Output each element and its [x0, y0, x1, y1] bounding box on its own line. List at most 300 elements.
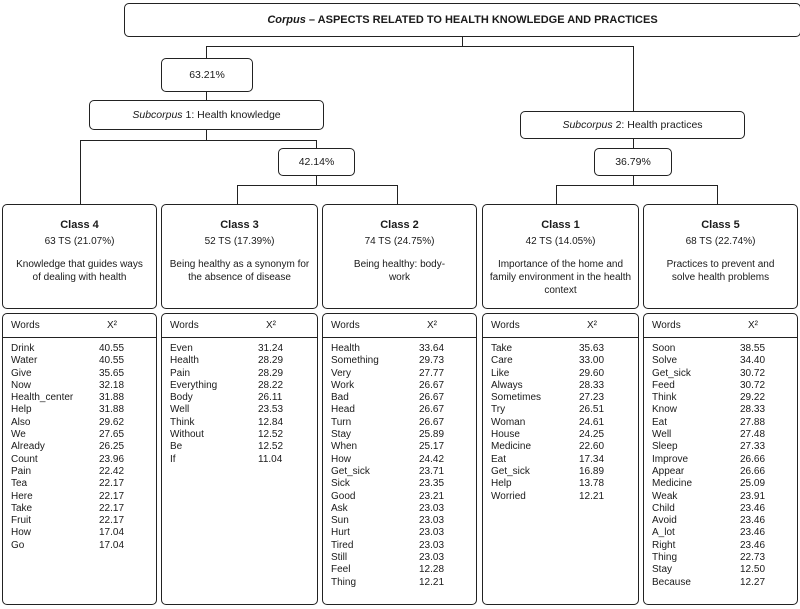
word: Ask: [331, 502, 348, 514]
table-row: [3, 527, 156, 539]
chi-square-value: 26.11: [258, 392, 283, 404]
word: Weak: [652, 490, 678, 502]
table-row: [3, 429, 156, 441]
word: Care: [491, 355, 513, 367]
table-row: [162, 429, 317, 441]
chi-square-value: 30.72: [740, 367, 766, 379]
connector: [206, 130, 207, 140]
chi-square-value: 40.55: [99, 355, 125, 367]
word: We: [11, 429, 26, 441]
chi-square-value: 12.50: [740, 564, 766, 576]
connector: [237, 185, 397, 186]
chi-square-value: 29.60: [579, 367, 605, 379]
chi-square-value: 12.21: [419, 576, 445, 588]
word: Know: [652, 404, 678, 416]
word: Like: [491, 367, 510, 379]
table-row: [483, 417, 638, 429]
class-description: Being healthy: body-work: [353, 259, 446, 283]
class-name: Class 1: [541, 219, 580, 231]
word: Head: [331, 404, 355, 416]
table-row: [644, 491, 797, 503]
word: Give: [11, 367, 32, 379]
chi-square-value: 26.67: [419, 392, 445, 404]
word: Already: [11, 441, 45, 453]
word: Feed: [652, 379, 675, 391]
word: Something: [331, 355, 379, 367]
word: Pain: [11, 465, 32, 477]
table-row: [3, 491, 156, 503]
word: Help: [491, 478, 512, 490]
word: Solve: [652, 355, 678, 367]
table-row: [162, 441, 317, 453]
connector: [633, 46, 634, 111]
word: Stay: [331, 429, 352, 441]
word: Child: [652, 502, 675, 514]
subcorpus1-percent: 63.21%: [189, 69, 225, 81]
class-name: Class 5: [701, 219, 740, 231]
table-row: [644, 343, 797, 355]
word: Well: [170, 404, 190, 416]
class3-box: [161, 204, 318, 309]
word: Turn: [331, 416, 352, 428]
corpus-title-box: [124, 3, 800, 37]
word: Stay: [652, 564, 673, 576]
chi-square-header: X²: [587, 320, 597, 331]
chi-square-value: 23.46: [740, 527, 766, 539]
chi-square-value: 25.09: [740, 478, 766, 490]
chi-square-value: 12.52: [258, 441, 284, 453]
table-header: [644, 314, 797, 338]
table-row: [644, 404, 797, 416]
word: Improve: [652, 453, 689, 465]
chi-square-value: 34.40: [740, 355, 766, 367]
word: Bad: [331, 392, 349, 404]
table-row: [483, 392, 638, 404]
connector: [206, 92, 207, 100]
chi-square-value: 26.67: [419, 404, 445, 416]
subcorpus2-prefix: Subcorpus: [562, 119, 613, 131]
table-row: [323, 515, 476, 527]
table-row: [483, 355, 638, 367]
word: Count: [11, 453, 38, 465]
chi-square-value: 17.04: [99, 539, 125, 551]
chi-square-value: 27.77: [419, 367, 445, 379]
table-row: [323, 540, 476, 552]
word: Try: [491, 404, 506, 416]
table-row: [323, 466, 476, 478]
word: Sleep: [652, 441, 678, 453]
word: Health: [331, 343, 360, 354]
chi-square-value: 35.63: [579, 343, 605, 354]
chi-square-value: 12.27: [740, 576, 766, 588]
chi-square-value: 31.24: [258, 343, 284, 354]
word: Thing: [652, 552, 678, 564]
chi-square-value: 28.22: [258, 379, 284, 391]
chi-square-value: 38.55: [740, 343, 766, 354]
word: How: [11, 527, 32, 539]
word: Get_sick: [491, 465, 530, 477]
word: Sun: [331, 515, 349, 527]
table-row: [483, 491, 638, 503]
chi-square-value: 25.89: [419, 429, 445, 441]
word-list: [3, 343, 156, 552]
subcorpus2-label: 2: Health practices: [612, 119, 703, 131]
subcorpus1-prefix: Subcorpus: [132, 109, 183, 121]
class-description: Practices to prevent and solve health problems: [666, 259, 775, 283]
chi-square-value: 28.29: [258, 355, 284, 367]
chi-square-value: 23.53: [258, 404, 284, 416]
table-row: [483, 380, 638, 392]
chi-square-value: 33.64: [419, 343, 445, 354]
connector: [717, 185, 718, 204]
class-name: Class 2: [380, 219, 419, 231]
chi-square-value: 23.35: [419, 478, 445, 490]
chi-square-value: 31.88: [99, 392, 125, 404]
table-row: [3, 417, 156, 429]
table-row: [162, 343, 317, 355]
class-ts: 68 TS (22.74%): [685, 236, 756, 247]
chi-square-value: 26.51: [579, 404, 605, 416]
table-row: [323, 368, 476, 380]
word: Hurt: [331, 527, 350, 539]
chi-square-value: 23.46: [740, 502, 766, 514]
chi-square-value: 22.17: [99, 502, 125, 514]
chi-square-value: 22.17: [99, 478, 125, 490]
table-row: [323, 380, 476, 392]
table-row: [644, 552, 797, 564]
chi-square-value: 27.23: [579, 392, 605, 404]
class-ts: 74 TS (24.75%): [364, 236, 435, 247]
table-row: [3, 503, 156, 515]
chi-square-value: 29.62: [99, 416, 125, 428]
connector: [462, 36, 463, 46]
word: Now: [11, 379, 32, 391]
chi-square-value: 26.66: [740, 465, 766, 477]
chi-square-value: 28.33: [740, 404, 766, 416]
word: Because: [652, 576, 691, 588]
chi-square-value: 24.42: [419, 453, 445, 465]
table-row: [483, 441, 638, 453]
table-row: [162, 380, 317, 392]
word-list: [644, 343, 797, 589]
word: Still: [331, 552, 348, 564]
word: Without: [170, 429, 204, 441]
connector: [206, 46, 634, 47]
table-row: [644, 503, 797, 515]
word: Soon: [652, 343, 676, 354]
chi-square-value: 27.48: [740, 429, 766, 441]
subcorpus2-percent-box: [594, 148, 672, 176]
chi-square-value: 23.03: [419, 515, 445, 527]
word: Feel: [331, 564, 351, 576]
word: Take: [491, 343, 513, 354]
chi-square-value: 29.73: [419, 355, 445, 367]
word: Eat: [652, 416, 668, 428]
table-row: [162, 355, 317, 367]
chi-square-value: 12.84: [258, 416, 284, 428]
chi-square-value: 23.46: [740, 539, 766, 551]
word: Get_sick: [652, 367, 691, 379]
table-row: [3, 454, 156, 466]
chi-square-value: 32.18: [99, 379, 125, 391]
subcorpus1-label: 1: Health knowledge: [182, 109, 281, 121]
class2-box: [322, 204, 477, 309]
class1-words-table: [482, 313, 639, 605]
corpus-title: – ASPECTS RELATED TO HEALTH KNOWLEDGE AND PRACTICES: [305, 14, 658, 26]
subcorpus1-inner-percent-box: [278, 148, 355, 176]
word: Medicine: [491, 441, 532, 453]
table-row: [483, 368, 638, 380]
table-row: [483, 343, 638, 355]
chi-square-value: 24.61: [579, 416, 605, 428]
chi-square-value: 23.46: [740, 515, 766, 527]
table-row: [323, 343, 476, 355]
chi-square-value: 26.66: [740, 453, 766, 465]
table-row: [162, 404, 317, 416]
table-header: [3, 314, 156, 338]
table-row: [3, 404, 156, 416]
table-row: [323, 527, 476, 539]
chi-square-value: 33.00: [579, 355, 605, 367]
word: Tea: [11, 478, 28, 490]
chi-square-value: 23.03: [419, 552, 445, 564]
table-row: [644, 527, 797, 539]
table-row: [3, 343, 156, 355]
word: How: [331, 453, 352, 465]
table-row: [644, 577, 797, 589]
word: Pain: [170, 367, 191, 379]
table-row: [644, 454, 797, 466]
chi-square-value: 22.60: [579, 441, 605, 453]
class-description: Knowledge that guides ways of dealing with health: [16, 259, 143, 283]
word: Well: [652, 429, 672, 441]
chi-square-value: 27.65: [99, 429, 125, 441]
chi-square-value: 22.17: [99, 490, 125, 502]
table-row: [644, 380, 797, 392]
word: Eat: [491, 453, 507, 465]
table-row: [644, 478, 797, 490]
word: Everything: [170, 379, 218, 391]
table-row: [644, 515, 797, 527]
subcorpus2-box: [520, 111, 745, 139]
corpus-prefix: Corpus: [267, 14, 306, 26]
chi-square-header: X²: [748, 320, 758, 331]
word: Water: [11, 355, 38, 367]
table-row: [3, 368, 156, 380]
class-name: Class 3: [220, 219, 259, 231]
chi-square-value: 23.71: [419, 465, 445, 477]
table-row: [3, 515, 156, 527]
table-row: [644, 540, 797, 552]
word-list: [323, 343, 476, 589]
word: Very: [331, 367, 352, 379]
word: Medicine: [652, 478, 693, 490]
subcorpus2-percent: 36.79%: [615, 156, 651, 168]
chi-square-value: 17.04: [99, 527, 125, 539]
chi-square-value: 29.22: [740, 392, 766, 404]
word-list: [162, 343, 317, 466]
chi-square-value: 26.25: [99, 441, 125, 453]
table-row: [3, 441, 156, 453]
class-ts: 63 TS (21.07%): [44, 236, 115, 247]
table-row: [323, 503, 476, 515]
table-row: [644, 392, 797, 404]
table-row: [483, 429, 638, 441]
word: Sick: [331, 478, 350, 490]
connector: [206, 46, 207, 58]
word-list: [483, 343, 638, 503]
table-header: [483, 314, 638, 338]
class3-words-table: [161, 313, 318, 605]
word: Appear: [652, 465, 685, 477]
chi-square-value: 23.03: [419, 539, 445, 551]
word: Fruit: [11, 515, 31, 527]
table-row: [3, 466, 156, 478]
word: Tired: [331, 539, 354, 551]
word: Woman: [491, 416, 526, 428]
word: Health: [170, 355, 199, 367]
word: A_lot: [652, 527, 675, 539]
chi-square-value: 16.89: [579, 465, 605, 477]
connector: [556, 185, 717, 186]
table-row: [644, 368, 797, 380]
table-row: [323, 355, 476, 367]
subcorpus1-box: [89, 100, 324, 130]
table-row: [644, 564, 797, 576]
table-row: [483, 478, 638, 490]
word: Drink: [11, 343, 35, 354]
class-ts: 52 TS (17.39%): [204, 236, 275, 247]
table-row: [644, 441, 797, 453]
chi-square-value: 27.88: [740, 416, 766, 428]
chi-square-value: 23.96: [99, 453, 125, 465]
chi-square-value: 23.03: [419, 527, 445, 539]
word: House: [491, 429, 520, 441]
table-row: [323, 564, 476, 576]
table-row: [644, 355, 797, 367]
table-row: [3, 392, 156, 404]
chi-square-value: 23.91: [740, 490, 766, 502]
chi-square-value: 22.17: [99, 515, 125, 527]
class-description: Importance of the home and family environment in the health context: [489, 259, 632, 296]
word: Right: [652, 539, 676, 551]
chi-square-value: 26.67: [419, 416, 445, 428]
word: Body: [170, 392, 193, 404]
class-name: Class 4: [60, 219, 99, 231]
chi-square-value: 31.88: [99, 404, 125, 416]
chi-square-value: 28.29: [258, 367, 284, 379]
table-row: [644, 466, 797, 478]
word: Worried: [491, 490, 526, 502]
chi-square-value: 22.42: [99, 465, 125, 477]
word: When: [331, 441, 358, 453]
word: Here: [11, 490, 33, 502]
table-row: [3, 355, 156, 367]
connector: [556, 185, 557, 204]
class5-box: [643, 204, 798, 309]
table-row: [162, 368, 317, 380]
chi-square-value: 26.67: [419, 379, 445, 391]
chi-square-value: 30.72: [740, 379, 766, 391]
chi-square-value: 12.52: [258, 429, 284, 441]
word: Sometimes: [491, 392, 542, 404]
table-row: [323, 552, 476, 564]
table-row: [644, 417, 797, 429]
connector: [316, 175, 317, 185]
table-header: [162, 314, 317, 338]
table-row: [323, 417, 476, 429]
table-row: [323, 577, 476, 589]
words-header: Words: [331, 320, 360, 331]
chi-square-value: 13.78: [579, 478, 605, 490]
words-header: Words: [652, 320, 681, 331]
word: Go: [11, 539, 25, 551]
table-row: [162, 417, 317, 429]
class5-words-table: [643, 313, 798, 605]
chi-square-value: 27.33: [740, 441, 766, 453]
connector: [316, 140, 317, 148]
word: Even: [170, 343, 193, 354]
word: Be: [170, 441, 183, 453]
table-row: [3, 478, 156, 490]
class4-words-table: [2, 313, 157, 605]
chi-square-value: 23.21: [419, 490, 445, 502]
subcorpus1-percent-box: [161, 58, 253, 92]
table-row: [3, 380, 156, 392]
table-row: [3, 540, 156, 552]
word: Take: [11, 502, 33, 514]
word: Thing: [331, 576, 357, 588]
word: If: [170, 453, 176, 465]
table-row: [323, 404, 476, 416]
words-header: Words: [170, 320, 199, 331]
chi-square-value: 25.17: [419, 441, 445, 453]
table-row: [323, 392, 476, 404]
class2-words-table: [322, 313, 477, 605]
class1-box: [482, 204, 639, 309]
connector: [633, 175, 634, 185]
word: Avoid: [652, 515, 677, 527]
chi-square-value: 12.28: [419, 564, 445, 576]
chi-square-value: 22.73: [740, 552, 766, 564]
table-row: [483, 454, 638, 466]
table-row: [162, 454, 317, 466]
chi-square-value: 24.25: [579, 429, 605, 441]
class-description: Being healthy as a synonym for the absence of disease: [169, 259, 310, 283]
table-row: [323, 429, 476, 441]
word: Help: [11, 404, 32, 416]
class-ts: 42 TS (14.05%): [525, 236, 596, 247]
table-header: [323, 314, 476, 338]
words-header: Words: [491, 320, 520, 331]
chi-square-value: 12.21: [579, 490, 605, 502]
chi-square-value: 35.65: [99, 367, 125, 379]
word: Always: [491, 379, 523, 391]
table-row: [644, 429, 797, 441]
words-header: Words: [11, 320, 40, 331]
table-row: [483, 404, 638, 416]
connector: [80, 140, 316, 141]
connector: [633, 138, 634, 148]
table-row: [323, 478, 476, 490]
word: Think: [652, 392, 677, 404]
chi-square-value: 17.34: [579, 453, 605, 465]
connector: [397, 185, 398, 204]
word: Good: [331, 490, 356, 502]
connector: [237, 185, 238, 204]
chi-square-value: 23.03: [419, 502, 445, 514]
class4-box: [2, 204, 157, 309]
